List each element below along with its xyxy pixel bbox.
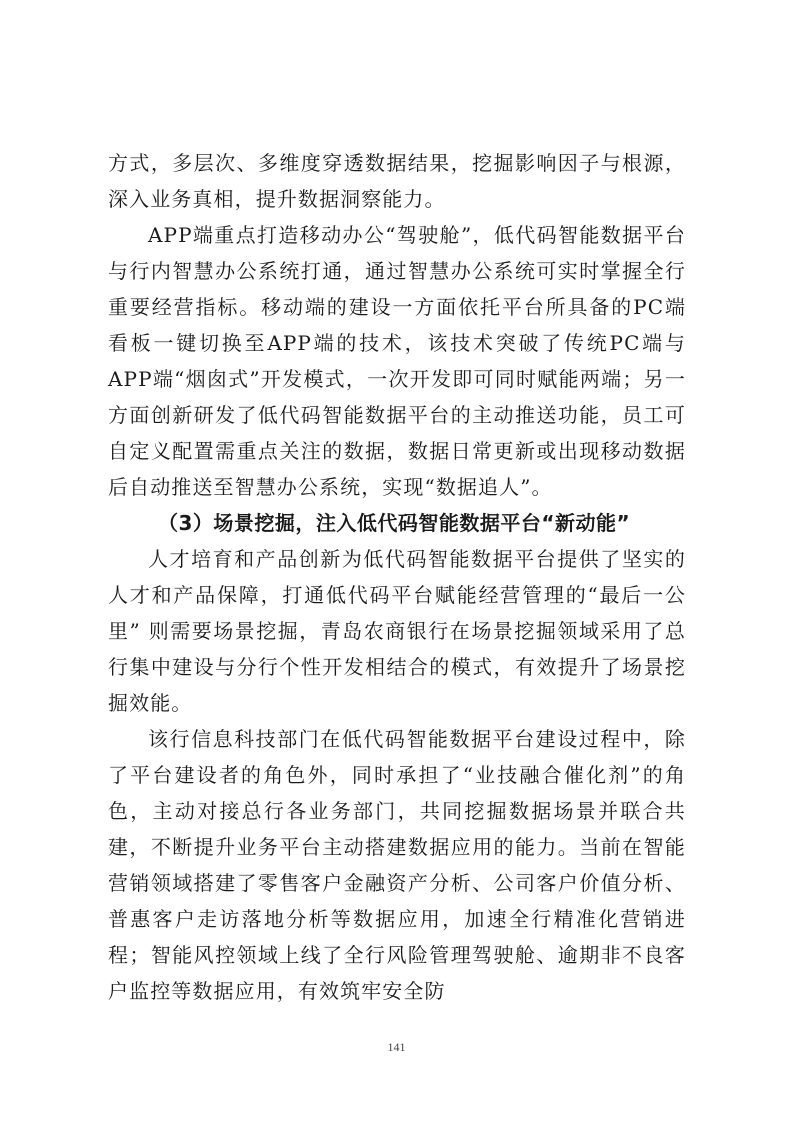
body-text	[108, 145, 686, 1009]
paragraph-it-department: 该行信息科技部门在低代码智能数据平台建设过程中，除了平台建设者的角色外，同时承担了“业技融合催化剂”的角色，主动对接总行各业务部门，共同挖掘数据场景并联合共建，不断提升业务平台主动搭建数据应用的能力。当前在智能营销领域搭建了零售客户金融资产分析、公司客户价值分析、普惠客户走访落地分析等数据应用，加速全行精准化营销进程；智能风控领域上线了全行风险管理驾驶舱、逾期非不良客户监控等数据应用，有效筑牢安全防	[108, 727, 686, 1003]
section-heading: （3）场景挖掘，注入低代码智能数据平台“新动能”	[158, 511, 631, 535]
paragraph-scenario-mining: 人才培育和产品创新为低代码智能数据平台提供了坚实的人才和产品保障，打通低代码平台赋能经营管理的“最后一公里” 则需要场景挖掘，青岛农商银行在场景挖掘领域采用了总行集中建设与分行个性开发相结合的模式，有效提升了场景挖掘效能。	[108, 547, 686, 715]
paragraph-continuation: 方式，多层次、多维度穿透数据结果，挖掘影响因子与根源，深入业务真相，提升数据洞察能力。	[108, 151, 686, 211]
page-number: 141	[387, 1040, 406, 1054]
paragraph-app-cockpit: APP端重点打造移动办公“驾驶舱”，低代码智能数据平台与行内智慧办公系统打通，通过智慧办公系统可实时掌握全行重要经营指标。移动端的建设一方面依托平台所具备的PC端看板一键切换至APP端的技术，该技术突破了传统PC端与APP端“烟囱式”开发模式，一次开发即可同时赋能两端；另一方面创新研发了低代码智能数据平台的主动推送功能，员工可自定义配置需重点关注的数据，数据日常更新或出现移动数据后自动推送至智慧办公系统，实现“数据追人”。	[108, 223, 686, 499]
